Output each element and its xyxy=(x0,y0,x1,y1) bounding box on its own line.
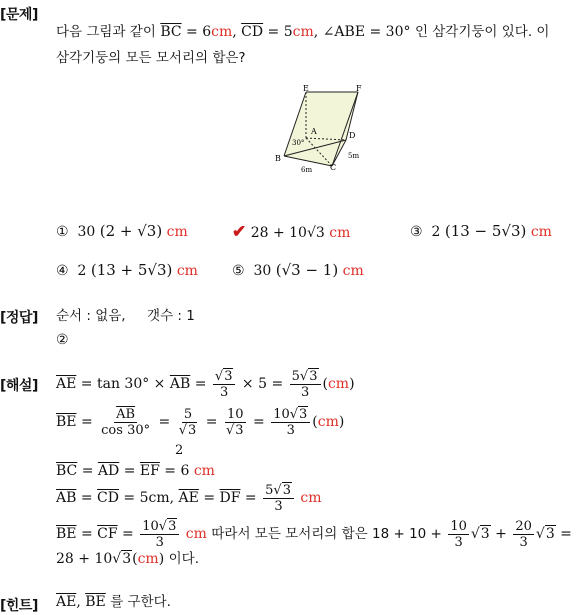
solution-line-bc: $\overline{BC} = \overline{AD} = \overline{EF} = 6$ cm xyxy=(56,463,215,479)
label-5m: 5m xyxy=(348,152,360,160)
label-angle: 30° xyxy=(292,139,305,147)
choice-2[interactable]: ✔ 28 + 10√3 cm xyxy=(232,222,351,242)
label-6m: 6m xyxy=(301,166,313,174)
label-a: A xyxy=(311,127,317,136)
choice-4[interactable]: ④ 2 (13 + 5√3) cm xyxy=(56,261,198,279)
choice-1[interactable]: ① 30 (2 + √3) cm xyxy=(56,222,188,240)
problem-line-1: 다음 그림과 같이 $\overline{BC} = 6cm$, $\overline{CD} = 5cm$, ∠ABE = 30° 인 삼각기둥이 있다. 이 xyxy=(56,24,550,40)
solution-line-ab: $\overline{AB} = \overline{CD} = 5cm$, $\overline{AE} = \overline{DF}$ = $\frac{5√3}{3}$ cm xyxy=(56,482,322,514)
checkmark-icon: ✔ xyxy=(232,222,247,242)
section-hint-label: [힌트] xyxy=(0,598,38,614)
choice-3[interactable]: ③ 2 (13 − 5√3) cm xyxy=(410,222,552,240)
hint-text: $\overline{AE}$, $\overline{BE}$ 를 구한다. xyxy=(56,594,171,610)
choice-5[interactable]: ⑤ 30 (√3 − 1) cm xyxy=(232,261,364,279)
label-d: D xyxy=(349,131,356,140)
section-answer-label: [정답] xyxy=(0,310,38,326)
solution-line-ae: $\overline{AE} = \tan 30^\circ \times \overline{AB}$ = $\frac{√3}{3}$ × 5 = $\frac{5√3}{3}$ (cm) xyxy=(56,368,355,400)
solution-denominator-2: 2 xyxy=(175,443,184,458)
label-f: F xyxy=(356,84,362,93)
answer-meta: 순서 : 없음, 갯수 : 1 xyxy=(56,308,195,324)
section-solution-label: [해설] xyxy=(0,378,38,394)
prism-figure xyxy=(270,82,380,177)
solution-line-total: $\overline{BE} = \overline{CF}$ = $\frac{10√3}{3}$ cm 따라서 모든 모서리의 합은 18 + 10 + $\frac{10}{3}$ √3 + $\frac{20}{3}$ √3 = xyxy=(56,518,572,550)
section-problem-label: [문제] xyxy=(0,7,38,23)
problem-line-2: 삼각기둥의 모든 모서리의 합은? xyxy=(56,50,246,66)
solution-line-be: $\overline{BE}$ = $\frac{\overline{AB}}{\cos 30^\circ}$ = $\frac{5}{√3}$ = $\frac{10}{√3}$ = $\frac{10√3}{3}$ (cm) xyxy=(56,406,345,438)
label-c: C xyxy=(330,163,337,172)
answer-value: ② xyxy=(56,332,69,348)
solution-line-result: 28 + 10√3(cm) 이다. xyxy=(56,551,199,567)
label-e: E xyxy=(303,84,309,93)
label-b: B xyxy=(275,154,281,163)
